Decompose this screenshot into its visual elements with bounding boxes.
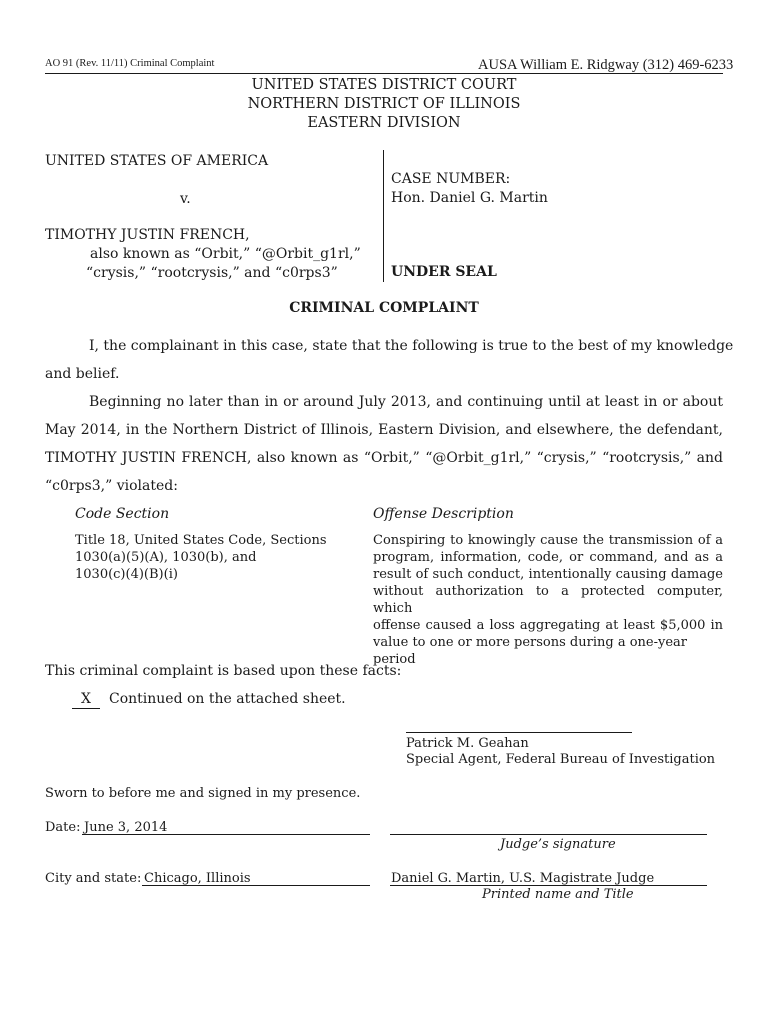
desc-line: without authorization to a protected computer, which bbox=[373, 584, 723, 616]
continued-checkbox[interactable]: X bbox=[72, 691, 100, 709]
under-seal: UNDER SEAL bbox=[391, 264, 497, 280]
paragraph-2-line-2: May 2014, in the Northern District of Illinois, Eastern Division, and elsewhere, the defendant, bbox=[45, 422, 723, 438]
date-label: Date: bbox=[45, 820, 81, 835]
code-section-text bbox=[75, 532, 345, 583]
code-line: 1030(a)(5)(A), 1030(b), and bbox=[75, 550, 257, 565]
paragraph-2-line-1: Beginning no later than in or around July 2013, and continuing until at least in or about bbox=[89, 394, 723, 410]
court-division: EASTERN DIVISION bbox=[307, 115, 461, 131]
complainant-name: Patrick M. Geahan bbox=[406, 736, 529, 751]
code-section-header: Code Section bbox=[75, 506, 170, 522]
form-id: AO 91 (Rev. 11/11) Criminal Complaint bbox=[45, 58, 215, 69]
defendant-aka-1: also known as “Orbit,” “@Orbit_g1rl,” bbox=[90, 246, 361, 262]
facts-statement: This criminal complaint is based upon these facts: bbox=[45, 663, 402, 679]
date-value: June 3, 2014 bbox=[84, 820, 168, 835]
judge-signature-label: Judge’s signature bbox=[500, 837, 616, 852]
paragraph-1-line-1: I, the complainant in this case, state that the following is true to the best of my knowledge bbox=[89, 338, 734, 354]
code-line: Title 18, United States Code, Sections bbox=[75, 533, 327, 548]
paragraph-1-line-2: and belief. bbox=[45, 366, 120, 382]
continued-text: Continued on the attached sheet. bbox=[109, 691, 346, 707]
defendant: TIMOTHY JUSTIN FRENCH, bbox=[45, 227, 250, 243]
code-line: 1030(c)(4)(B)(i) bbox=[75, 567, 178, 582]
caption-divider bbox=[383, 150, 384, 282]
desc-line: offense caused a loss aggregating at least $5,000 in bbox=[373, 618, 723, 633]
complainant-signature-line bbox=[406, 732, 632, 733]
printed-name-value: Daniel G. Martin, U.S. Magistrate Judge bbox=[391, 871, 655, 886]
judge-signature-line bbox=[390, 834, 707, 835]
complainant-title: Special Agent, Federal Bureau of Investigation bbox=[406, 752, 716, 767]
paragraph-2-line-4: “c0rps3,” violated: bbox=[45, 478, 178, 494]
case-number-label: CASE NUMBER: bbox=[391, 171, 511, 187]
desc-line: program, information, code, or command, and as a bbox=[373, 550, 723, 565]
sworn-statement: Sworn to before me and signed in my presence. bbox=[45, 786, 361, 801]
desc-line: result of such conduct, intentionally causing damage bbox=[373, 567, 723, 582]
offense-description-text bbox=[373, 532, 723, 668]
city-label: City and state: bbox=[45, 871, 142, 886]
printed-name-label: Printed name and Title bbox=[482, 887, 634, 902]
defendant-aka-2: “crysis,” “rootcrysis,” and “c0rps3” bbox=[86, 265, 338, 281]
document-title: CRIMINAL COMPLAINT bbox=[289, 300, 479, 316]
paragraph-2-line-3: TIMOTHY JUSTIN FRENCH, also known as “Orbit,” “@Orbit_g1rl,” “crysis,” “rootcrysis,” and bbox=[45, 450, 723, 466]
court-district: NORTHERN DISTRICT OF ILLINOIS bbox=[247, 96, 521, 112]
offense-description-header: Offense Description bbox=[373, 506, 514, 522]
court-name: UNITED STATES DISTRICT COURT bbox=[251, 77, 517, 93]
assigned-judge: Hon. Daniel G. Martin bbox=[391, 190, 548, 206]
versus: v. bbox=[180, 191, 191, 207]
city-value: Chicago, Illinois bbox=[144, 871, 251, 886]
header-rule bbox=[45, 73, 723, 74]
ausa-contact: AUSA William E. Ridgway (312) 469-6233 bbox=[478, 57, 734, 73]
date-line bbox=[82, 834, 370, 835]
desc-line: Conspiring to knowingly cause the transmission of a bbox=[373, 533, 723, 548]
desc-line: value to one or more persons during a one-year period bbox=[373, 635, 687, 667]
plaintiff: UNITED STATES OF AMERICA bbox=[45, 153, 269, 169]
city-line bbox=[142, 885, 370, 886]
printed-name-line bbox=[390, 885, 707, 886]
